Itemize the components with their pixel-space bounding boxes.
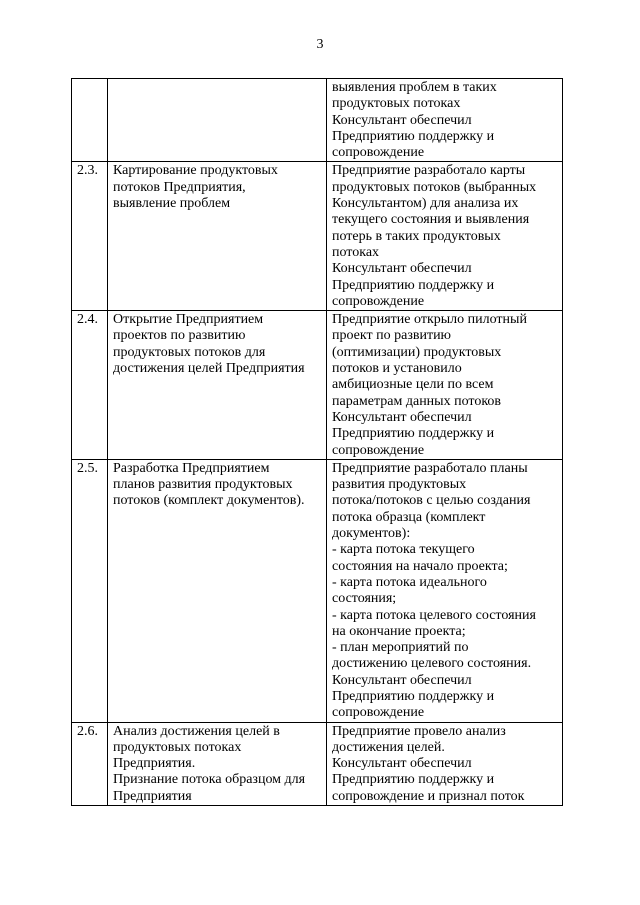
result-cell <box>327 722 563 805</box>
result-line: Предприятию поддержку и <box>332 772 495 788</box>
stage-line: выявление проблем <box>113 196 231 212</box>
row-number: 2.6. <box>77 723 98 739</box>
row-number: 2.3. <box>77 163 98 179</box>
result-line: Консультант обеспечил <box>332 112 472 128</box>
result-line: на окончание проекта; <box>332 623 466 639</box>
row-number-cell <box>72 311 108 460</box>
result-line: Консультант обеспечил <box>332 261 472 277</box>
stage-line: Картирование продуктовых <box>113 163 278 179</box>
result-line: (оптимизации) продуктовых <box>332 344 502 360</box>
result-line: текущего состояния и выявления <box>332 212 530 228</box>
table-row <box>72 722 563 805</box>
result-line: проект по развитию <box>332 328 452 344</box>
result-cell <box>327 162 563 311</box>
stage-line: продуктовых потоков для <box>113 344 266 360</box>
result-cell <box>327 79 563 162</box>
row-number: 2.5. <box>77 460 98 476</box>
result-line: потоках <box>332 244 380 260</box>
stage-line: Признание потока образцом для <box>113 772 306 788</box>
result-line: развития продуктовых <box>332 477 467 493</box>
result-line: амбициозные цели по всем <box>332 377 494 393</box>
stage-line: продуктовых потоках <box>113 739 242 755</box>
result-line: выявления проблем в таких <box>332 80 497 95</box>
result-line: потоков и установило <box>332 361 462 377</box>
result-line: Предприятию поддержку и <box>332 128 495 144</box>
result-line: документов): <box>332 526 411 542</box>
result-line: продуктовых потоках <box>332 96 461 112</box>
result-line: потока образца (комплект <box>332 509 486 525</box>
stage-line: проектов по развитию <box>113 328 246 344</box>
result-line: - карта потока целевого состояния <box>332 607 536 623</box>
stage-cell <box>108 722 327 805</box>
table-row <box>72 79 563 162</box>
result-cell <box>327 311 563 460</box>
result-line: состояния на начало проекта; <box>332 558 508 574</box>
result-line: Предприятию поддержку и <box>332 688 495 704</box>
result-line: сопровождение <box>332 293 425 309</box>
result-line: Консультантом) для анализа их <box>332 196 519 212</box>
result-cell <box>327 459 563 722</box>
result-line: Консультант обеспечил <box>332 409 472 425</box>
result-line: Консультант обеспечил <box>332 672 472 688</box>
row-number-cell <box>72 459 108 722</box>
stage-line: планов развития продуктовых <box>113 477 293 493</box>
result-line: - карта потока идеального <box>332 574 487 590</box>
result-line: Предприятие провело анализ <box>332 723 506 739</box>
stage-cell <box>108 459 327 722</box>
stage-line: Предприятия. <box>113 756 196 772</box>
table-row <box>72 162 563 311</box>
result-line: - план мероприятий по <box>332 640 469 656</box>
stage-line: Предприятия <box>113 788 192 804</box>
stage-line: Анализ достижения целей в <box>113 723 280 739</box>
result-line: параметрам данных потоков <box>332 393 502 409</box>
row-number-cell <box>72 162 108 311</box>
row-number-cell <box>72 722 108 805</box>
result-line: Предприятие открыло пилотный <box>332 312 527 328</box>
row-number: 2.4. <box>77 312 98 328</box>
stages-table <box>71 78 563 806</box>
result-line: продуктовых потоков (выбранных <box>332 179 537 195</box>
table-body <box>72 79 563 806</box>
stage-line: потоков Предприятия, <box>113 179 246 195</box>
result-line: достижения целей. <box>332 739 445 755</box>
result-line: Предприятию поддержку и <box>332 277 495 293</box>
table-row <box>72 311 563 460</box>
stage-line: потоков (комплект документов). <box>113 493 305 509</box>
result-line: Предприятие разработало карты <box>332 163 526 179</box>
stage-cell <box>108 79 327 162</box>
result-line: Предприятие разработало планы <box>332 460 528 476</box>
stage-line: Разработка Предприятием <box>113 460 270 476</box>
page-number: 3 <box>316 37 324 52</box>
result-line: Консультант обеспечил <box>332 756 472 772</box>
result-line: состояния; <box>332 591 397 607</box>
result-line: потока/потоков с целью создания <box>332 493 531 509</box>
stage-line: достижения целей Предприятия <box>113 361 305 377</box>
stage-line: Открытие Предприятием <box>113 312 264 328</box>
result-line: сопровождение <box>332 705 425 721</box>
result-line: Предприятию поддержку и <box>332 426 495 442</box>
table-row <box>72 459 563 722</box>
result-line: сопровождение и признал поток <box>332 788 525 804</box>
row-number-cell <box>72 79 108 162</box>
stage-cell <box>108 162 327 311</box>
result-line: потерь в таких продуктовых <box>332 228 501 244</box>
result-line: сопровождение <box>332 442 425 458</box>
stage-cell <box>108 311 327 460</box>
result-line: сопровождение <box>332 145 425 161</box>
result-line: достижению целевого состояния. <box>332 656 532 672</box>
result-line: - карта потока текущего <box>332 542 475 558</box>
